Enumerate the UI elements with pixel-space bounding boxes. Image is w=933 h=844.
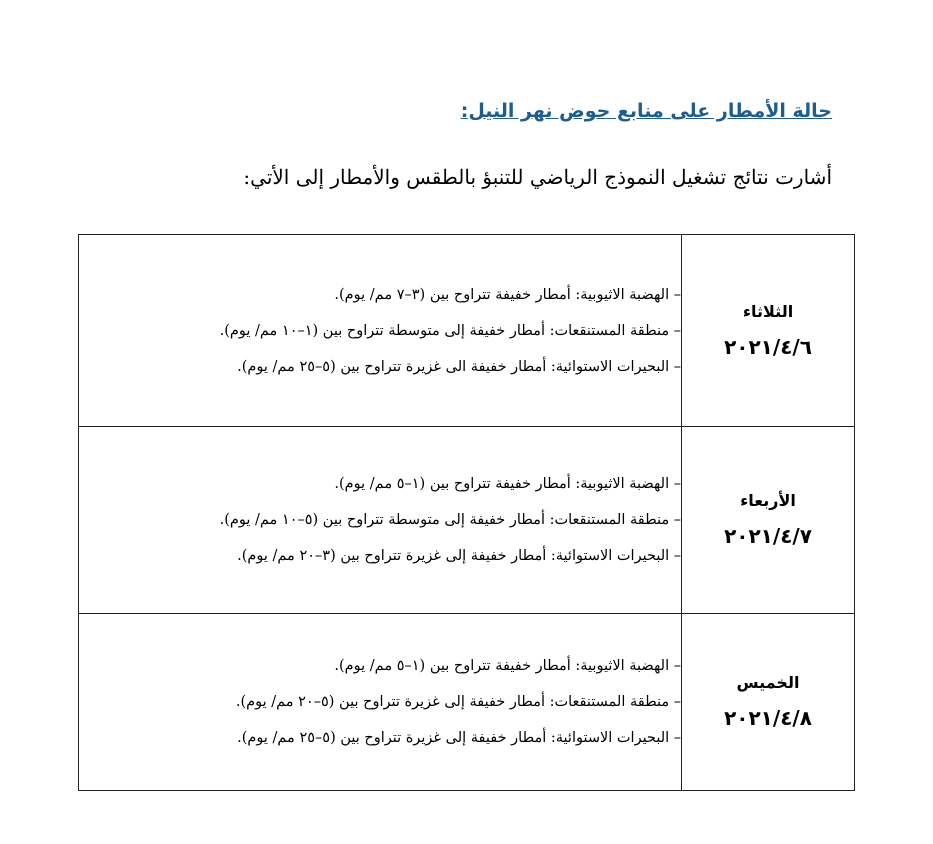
day-name: الخميس — [736, 673, 800, 692]
day-date: ٢٠٢١/٤/٦ — [724, 334, 812, 359]
day-name: الأربعاء — [740, 491, 796, 510]
list-item: – الهضبة الاثيوبية: أمطار خفيفة تتراوح بين (٣–٧ مم/ يوم). — [334, 286, 681, 303]
list-item: – منطقة المستنقعات: أمطار خفيفة إلى متوسطة تتراوح بين (٥–١٠ مم/ يوم). — [219, 512, 681, 528]
day-date: ٢٠٢١/٤/٧ — [724, 524, 812, 548]
detail-cell — [79, 427, 682, 614]
forecast-table — [78, 234, 855, 791]
list-item: – الهضبة الاثيوبية: أمطار خفيفة تتراوح بين (١–٥ مم/ يوم). — [334, 476, 681, 492]
list-item: – البحيرات الاستوائية: أمطار خفيفة إلى غزيرة تتراوح بين (٥–٢٥ مم/ يوم). — [237, 730, 681, 746]
list-item: – الهضبة الاثيوبية: أمطار خفيفة تتراوح بين (١–٥ مم/ يوم). — [334, 658, 681, 674]
list-item: – منطقة المستنقعات: أمطار خفيفة إلى متوسطة تتراوح بين (١–١٠ مم/ يوم). — [219, 322, 681, 339]
detail-cell — [79, 614, 682, 791]
detail-cell — [79, 235, 682, 427]
list-item: – منطقة المستنقعات: أمطار خفيفة إلى غزيرة تتراوح بين (٥–٢٠ مم/ يوم). — [235, 694, 681, 710]
intro-paragraph: أشارت نتائج تشغيل النموذج الرياضي للتنبؤ بالطقس والأمطار إلى الأتي: — [243, 165, 832, 189]
list-item: – البحيرات الاستوائية: أمطار خفيفة الى غزيرة تتراوح بين (٥–٢٥ مم/ يوم). — [237, 358, 681, 375]
table-row — [79, 614, 855, 791]
list-item: – البحيرات الاستوائية: أمطار خفيفة إلى غزيرة تتراوح بين (٣–٢٠ مم/ يوم). — [237, 548, 681, 564]
day-cell — [682, 427, 855, 614]
day-cell — [682, 614, 855, 791]
day-name: الثلاثاء — [742, 301, 794, 321]
table-row — [79, 235, 855, 427]
table-row — [79, 427, 855, 614]
day-date: ٢٠٢١/٤/٨ — [724, 706, 812, 730]
day-cell — [682, 235, 855, 427]
page-title: حالة الأمطار على منابع حوض نهر النيل: — [460, 100, 832, 122]
